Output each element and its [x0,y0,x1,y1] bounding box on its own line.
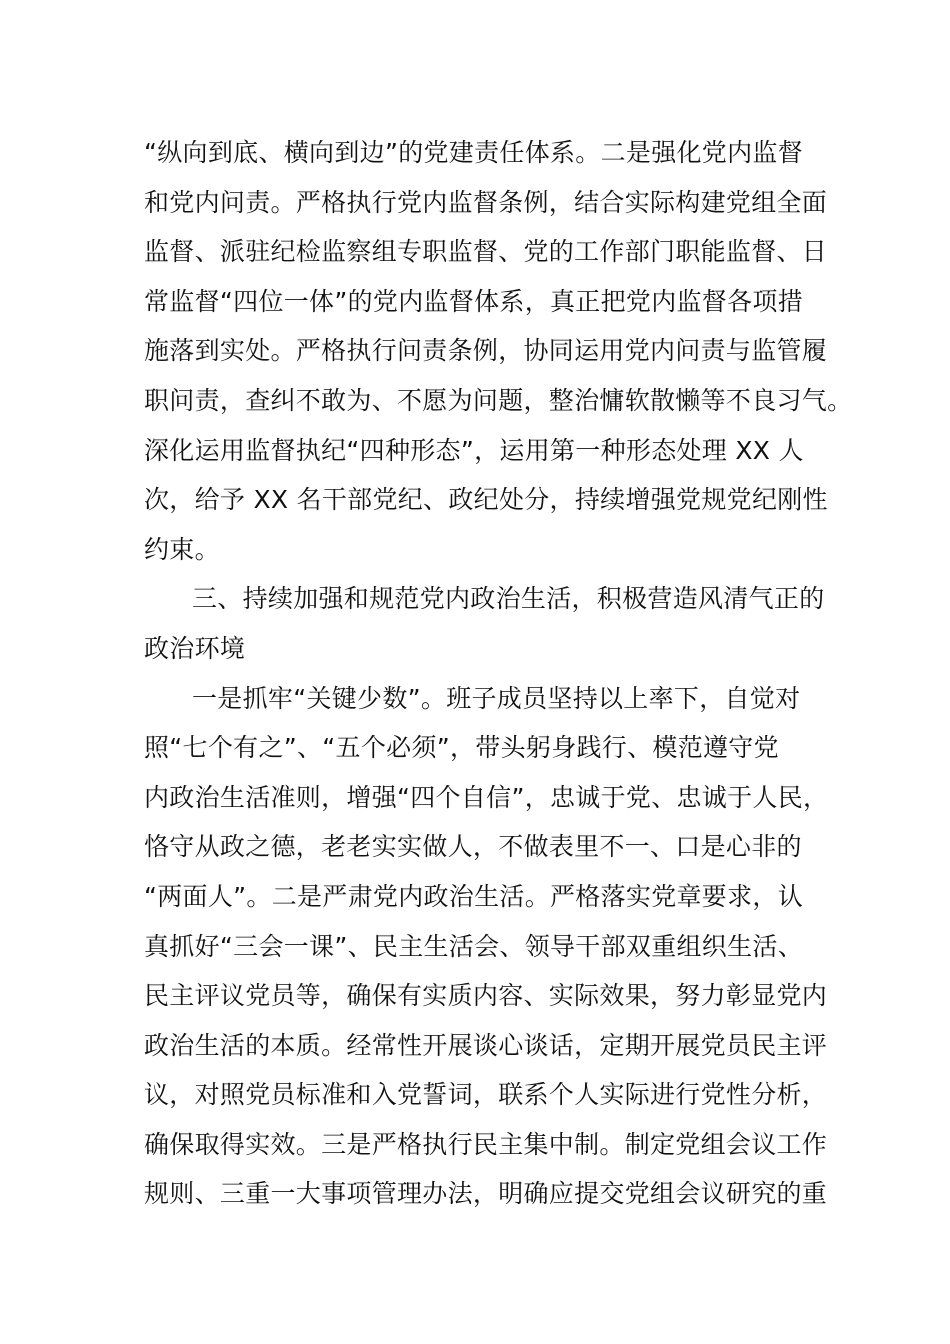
text-line: 内政治生活准则，增强“四个自信”，忠诚于党、忠诚于人民， [144,782,829,812]
text-line: 常监督“四位一体”的党内监督体系，真正把党内监督各项措 [144,286,804,316]
text-line: 约束。 [144,534,220,564]
text-line: “纵向到底、横向到边”的党建责任体系。二是强化党内监督 [144,138,804,167]
text-line: 照“七个有之”、“五个必须”，带头躬身践行、模范遵守党 [144,733,779,763]
text-line: 监督、派驻纪检监察组专职监督、党的工作部门职能监督、日 [144,237,828,267]
text-line: 政治生活的本质。经常性开展谈心谈话，定期开展党员民主评 [144,1030,828,1060]
text-line: 一是抓牢“关键少数”。班子成员坚持以上率下，自觉对 [192,683,801,713]
text-line: 深化运用监督执纪“四种形态”，运用第一种形态处理 XX 人 [144,435,804,465]
section-heading-continuation: 政治环境 [144,633,246,663]
text-line: 次，给予 XX 名干部党纪、政纪处分，持续增强党规党纪刚性 [144,485,828,515]
text-line: 真抓好“三会一课”、民主生活会、领导干部双重组织生活、 [144,931,804,961]
text-line: 施落到实处。严格执行问责条例，协同运用党内问责与监管履 [144,336,828,366]
section-heading: 三、持续加强和规范党内政治生活，积极营造风清气正的 [192,584,825,614]
text-line: “两面人”。二是严肃党内政治生活。严格落实党章要求，认 [144,881,804,911]
text-line: 规则、三重一大事项管理办法，明确应提交党组会议研究的重 [144,1179,828,1209]
text-line: 民主评议党员等，确保有实质内容、实际效果，努力彰显党内 [144,981,828,1011]
text-line: 议，对照党员标准和入党誓词，联系个人实际进行党性分析， [144,1080,828,1110]
text-line: 职问责，查纠不敢为、不愿为问题，整治慵软散懒等不良习气。 [144,385,853,415]
text-line: 确保取得实效。三是严格执行民主集中制。制定党组会议工作 [144,1129,828,1159]
body-text [144,128,853,1219]
text-line: 和党内问责。严格执行党内监督条例，结合实际构建党组全面 [144,187,828,217]
text-line: 恪守从政之德，老老实实做人，不做表里不一、口是心非的 [144,832,802,862]
